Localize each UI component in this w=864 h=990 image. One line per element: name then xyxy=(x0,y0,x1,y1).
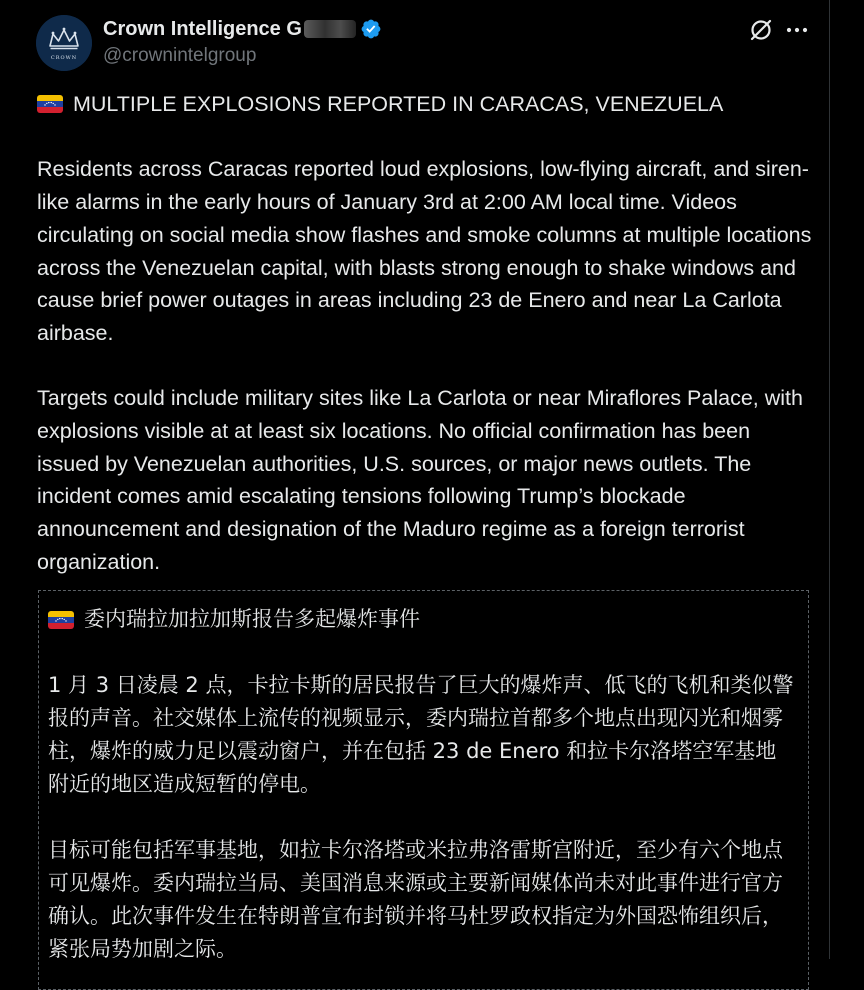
more-options-icon[interactable] xyxy=(784,17,810,43)
venezuela-flag-icon xyxy=(48,611,74,629)
avatar-label: CROWN xyxy=(50,55,78,61)
venezuela-flag-icon xyxy=(37,95,63,113)
post-paragraph-1: Residents across Caracas reported loud explosions, low-flying aircraft, and siren-like alarms in the early hours of January 3rd at 2:00 AM local time. Videos circulating on social media show flashes and smoke columns at multiple locations across the Venezuelan capital, with blasts strong enough to shake windows and cause brief power outages in areas including 23 de Enero and near La Carlota airbase. xyxy=(37,157,812,345)
redacted-name-blur xyxy=(304,20,356,38)
post-headline-line xyxy=(37,88,817,121)
post-headline: MULTIPLE EXPLOSIONS REPORTED IN CARACAS, VENEZUELA xyxy=(73,92,724,116)
translation-body xyxy=(48,603,796,966)
verified-badge-icon[interactable] xyxy=(360,18,382,40)
translation-headline-line xyxy=(48,603,796,636)
avatar[interactable] xyxy=(36,15,92,71)
translation-headline: 委内瑞拉加拉加斯报告多起爆炸事件 xyxy=(84,607,420,631)
display-name[interactable]: Crown Intelligence G xyxy=(103,17,302,40)
translation-box xyxy=(38,590,809,990)
author-handle[interactable]: @crownintelgroup xyxy=(103,45,257,66)
crown-logo-icon xyxy=(36,15,92,71)
translation-paragraph-1: 1 月 3 日凌晨 2 点，卡拉卡斯的居民报告了巨大的爆炸声、低飞的飞机和类似警报的声音。社交媒体上流传的视频显示，委内瑞拉首都多个地点出现闪光和烟雾柱，爆炸的威力足以震动窗户，并在包括 23 de Enero 和拉卡尔洛塔空军基地附近的地区造成短暂的停电。 xyxy=(48,673,794,796)
translation-paragraph-2: 目标可能包括军事基地，如拉卡尔洛塔或米拉弗洛雷斯宫附近，至少有六个地点可见爆炸。委内瑞拉当局、美国消息来源或主要新闻媒体尚未对此事件进行官方确认。此次事件发生在特朗普宣布封锁并将马杜罗政权指定为外国恐怖组织后，紧张局势加剧之际。 xyxy=(48,838,783,961)
grok-icon[interactable] xyxy=(748,17,774,43)
author-name-row[interactable] xyxy=(103,16,382,42)
post-body xyxy=(37,88,817,579)
post-paragraph-2: Targets could include military sites like La Carlota or near Miraflores Palace, with explosions visible at at least six locations. No official confirmation has been issued by Venezuelan authorities, U.S. sources, or major news outlets. The incident comes amid escalating tensions following Trump’s blockade announcement and designation of the Maduro regime as a foreign terrorist organization. xyxy=(37,386,803,574)
